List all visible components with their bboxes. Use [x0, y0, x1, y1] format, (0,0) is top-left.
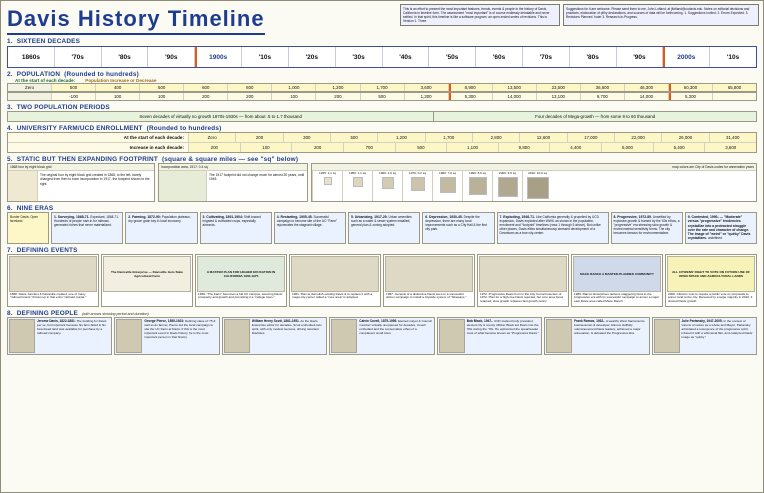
section-decades: [7, 38, 757, 45]
era-body: Population plateaus; dry grown grain key in local economy.: [128, 215, 191, 224]
decade-cell-10s: '10s: [726, 53, 740, 61]
event-card-1[interactable]: [7, 254, 99, 308]
population-change-cell: -100: [52, 93, 96, 100]
annexation-shape: [353, 177, 363, 187]
decade-cell-30s: '30s: [336, 47, 383, 67]
decade-cell-10s: '10s: [242, 47, 289, 67]
era-title: 9. Contested, 1990- — "Moderate" versus "progressive" tendencies crystallize into a protracted struggle over the rate and character of change. The image of "weird" or "quirky" Davis crystallizes.: [687, 215, 751, 241]
event-text: 2000. Citizens vote to require a public vote on proposals to annex land to the city. Renewed by a large majority in 2010. It slowed Davis growth: [668, 291, 753, 304]
era-title: 5. Urbanizing, 1917-29.: [351, 215, 388, 219]
era-title: 2. Farming, 1872-90:: [128, 215, 161, 219]
person-card-1[interactable]: [7, 317, 112, 355]
population-start-cell: 1,000: [272, 84, 316, 91]
era-item-5: [348, 212, 420, 244]
person-name: George Pierce, 1855-1923:: [144, 319, 185, 324]
section-enrollment-sub: (Rounded to hundreds): [146, 125, 222, 132]
annexation-label: 2010: 10.0 sq: [528, 171, 547, 175]
section-population-title: POPULATION: [16, 71, 61, 78]
event-text: 1961. Plan to demolish existing Davis & to replace it with a mega city-center called a "core area" is adopted.: [292, 291, 373, 300]
footprint-left-caption: 1868 four by eight block grid: [8, 164, 154, 171]
population-start-row: [7, 83, 757, 92]
jerome-davis-portrait: [9, 319, 35, 353]
section-events: [7, 247, 757, 308]
annexation-label: 1945: 1.1 sq: [318, 171, 337, 175]
era-title: 6. Depression, 1930-45.: [425, 215, 463, 219]
enrollment-start-cell: Zero: [188, 133, 235, 142]
population-legend-start: At the start of each decade:: [15, 78, 76, 83]
section-eras: [7, 205, 757, 244]
rally-engraving: [291, 256, 379, 292]
population-start-cell: 500: [52, 84, 96, 91]
calvin-covell-portrait: [331, 319, 357, 353]
section-footprint-num: 5.: [7, 156, 13, 163]
enrollment-increase-cell: 9,800: [498, 143, 550, 152]
annexation-label: 1990: 8.6 sq: [468, 171, 487, 175]
section-people: [7, 310, 757, 355]
enrollment-increase-cell: 200: [188, 143, 240, 152]
enrollment-start-cell: 300: [283, 133, 330, 142]
event-text: 1959. "The Farm" becomes a full UC campus, assuring Davis' prosperity and growth and prompting it a "college town.": [198, 291, 283, 300]
section-periods-title: TWO POPULATION PERIODS: [16, 104, 110, 111]
people-row: [7, 317, 757, 355]
annexation-shape: [382, 177, 394, 189]
footprint-annexation-cells: [312, 171, 756, 201]
section-events-title: DEFINING EVENTS: [16, 246, 78, 254]
bob-black-portrait: [439, 319, 465, 353]
decade-cell-50s: '50s: [429, 47, 476, 67]
population-start-cell: 65,800: [727, 85, 742, 90]
newspaper-masthead: The Davisville Enterprise — Davisville Gets State Agricultural Farm: [103, 256, 191, 292]
person-text: [467, 319, 540, 353]
era-item-2: [125, 212, 197, 244]
population-change-cell: 5,300: [669, 93, 713, 100]
person-body: The building for Davis per se, but important because his farm failed & his foreclosed land was available for purchase by a railroad company.: [37, 319, 107, 335]
annexation-cell-1950: [342, 171, 372, 201]
annexation-shape: [411, 177, 425, 191]
era-body: undefined: [706, 236, 722, 241]
population-change-cell: [713, 93, 756, 100]
decades-bar: [7, 46, 757, 68]
decade-cell-90s: '90s: [617, 47, 664, 67]
person-text: [37, 319, 110, 353]
decade-cell-2000s: 2000s: [663, 47, 710, 67]
person-card-5[interactable]: [437, 317, 542, 355]
person-text: [574, 319, 647, 353]
person-body: As the Davis Enterprise editor for decades, Scott embodied civic spirit, with only modest success, driving reluctant Davisites.: [251, 319, 322, 335]
person-card-6[interactable]: [544, 317, 649, 355]
enrollment-start-cell: 2,800: [472, 133, 519, 142]
person-body: In the context of visions of nature as a whole and Mayor, Partansky articulated a resurgence of the progressive spirit, infused it with a whimsical flair, and catalyzed Davis' image as "quirky.": [681, 319, 753, 339]
person-card-3[interactable]: [222, 317, 327, 355]
population-start-cell: 3,600: [405, 84, 449, 91]
annexation-label: 1950: 1.1 sq: [348, 171, 367, 175]
population-change-cell: 100: [96, 93, 140, 100]
era-title: 4. Restarting, 1905-45.: [276, 215, 313, 219]
population-change-cell: [8, 93, 52, 100]
event-text: 1868. Davis Junction & Davisville created, one of many "railroad towns" thrown up in that era's "railroad mania.": [10, 291, 87, 300]
section-decades-title: SIXTEEN DECADES: [16, 38, 81, 45]
era-sidebar: Border Davis: Open farmland: [7, 212, 49, 244]
enrollment-start-cell: 22,000: [614, 133, 661, 142]
master-plan-poster: A MASTER PLAN FOR HIGHER EDUCATION IN CALIFORNIA 1960-1975: [197, 256, 285, 292]
grid-map-1868: [8, 171, 38, 201]
section-population-num: 2.: [7, 71, 13, 78]
davis-map-1967: [385, 256, 473, 292]
era-body: Shift toward irrigated & cultivated crops, especially almonds.: [202, 215, 261, 228]
section-population: [7, 71, 757, 101]
population-start-cell: 60,300: [669, 84, 713, 91]
annexation-shape: [440, 177, 456, 193]
person-body: Defining class of '75 & well-to-do farmer, Pierce led the local campaign to site the UC Farm at Davis. If this is the most important event in Davis history, he is the most important person in that history.: [144, 319, 216, 339]
footprint-right-note: map colors are City of Davis codes for annexation years: [312, 164, 756, 171]
mace-ranch-sign: MACE RANCH A MASTER-PLANNED COMMUNITY: [573, 256, 661, 292]
section-population-sub: (Rounded to hundreds): [64, 71, 139, 78]
section-footprint: [7, 156, 757, 202]
event-card-6[interactable]: [477, 254, 569, 308]
julie-partansky-portrait: [654, 319, 680, 353]
decade-cell-60s: '60s: [476, 47, 523, 67]
era-title: 7. Exploding, 1946-71.: [499, 215, 535, 219]
header-notes: [400, 4, 759, 26]
decade-cell-40s: '40s: [383, 47, 430, 67]
population-start-cell: Zero: [8, 84, 52, 91]
annexation-shape: [527, 177, 549, 199]
decade-cell-80s: '80s: [102, 47, 149, 67]
population-start-cell: 400: [96, 84, 140, 91]
enrollment-start-cell: 500: [330, 133, 377, 142]
section-enrollment-num: 4.: [7, 125, 13, 132]
population-change-cell: 500: [361, 93, 405, 100]
era-title: 1. Surveying, 1868-71.: [54, 215, 90, 219]
event-text: 1967. Genesis of a distinctive Davis seen in a successful citizen campaign to install a citywide system of "bikeways.": [386, 291, 467, 300]
person-card-2[interactable]: [114, 317, 219, 355]
population-change-cell: 1,300: [405, 93, 449, 100]
population-start-cell: 23,500: [537, 84, 581, 91]
decade-cell-70s: '70s: [523, 47, 570, 67]
era-body: Successful campaign to become site of the UC "Farm" rejuvenates the stagnant village.: [276, 215, 338, 228]
annexation-cell-1980: [432, 171, 462, 201]
section-enrollment-title: UNIVERSITY FARM/UCD ENROLLMENT: [16, 125, 143, 132]
population-start-cell: 8,900: [449, 84, 493, 91]
person-name: Julie Partansky, 1947-2005.: [681, 319, 723, 324]
section-people-sub: (with arrows showing period and duration): [81, 312, 149, 317]
population-legend-change: Population Increase or Decrease: [85, 78, 157, 83]
header: [1, 1, 763, 35]
enrollment-increase-cell: 700: [343, 143, 395, 152]
era-body: Unsettled by explosive growth & framed by the '60s ethos, a "progressive" era stressing slow growth & environmental sensitivity forms. The city becomes famous for environmentalism: [613, 215, 680, 236]
decade-cell-70s: '70s: [55, 47, 102, 67]
annexation-label: 1960: 2.0 sq: [378, 171, 397, 175]
period-no-growth: Seven decades of virtually no growth 1870s-1930s — from about .5 to 1.7 thousand: [8, 112, 434, 121]
person-text: [359, 319, 432, 353]
population-change-cell: 200: [228, 93, 272, 100]
section-eras-title: NINE ERAS: [16, 205, 54, 212]
enrollment-start-cell: 1,200: [377, 133, 424, 142]
population-start-cell: 1,200: [316, 84, 360, 91]
annexation-cell-2010: [522, 171, 552, 201]
enrollment-row1-label: At the start of each decade:: [8, 133, 188, 142]
enrollment-start-cell: 26,000: [661, 133, 708, 142]
population-start-cell: 600: [184, 84, 228, 91]
section-decades-num: 1.: [7, 38, 13, 45]
period-mega-growth: Four decades of Mega-growth — from some 9 to 60 thousand: [535, 114, 656, 119]
events-row: [7, 254, 757, 308]
enrollment-start-cell: 17,000: [567, 133, 614, 142]
decade-cell-90s: '90s: [148, 47, 195, 67]
header-note-left: This is an effort to present the most important features, trends, events & people in the history of Davis, California in timeline form. The assessment "most important" is of course endlessly debatable and never settled. In that spirit, this timeline is like a software program: an open-ended series of revisions. This is Version 1. Three: [400, 4, 560, 26]
population-change-cell: 13,100: [537, 93, 581, 100]
event-text: 1989. Ramco Enterprises delivers staggering blow to the progressive era with its successful campaign to annex a major east Davis area called Mace Ranch.: [574, 291, 660, 304]
enrollment-increase-cell: 500: [395, 143, 447, 152]
person-text: [144, 319, 217, 353]
footprint-left-text: The original four by eight block grid created in 1868, to the left, barely changed from then to town incorporation in 1917, the footprint shown to the right.: [40, 173, 150, 186]
person-card-4[interactable]: [329, 317, 434, 355]
population-change-row: [7, 92, 757, 101]
era-title: 3. Cultivating, 1891-1904:: [202, 215, 244, 219]
person-card-7[interactable]: [652, 317, 757, 355]
enrollment-start-cell: 200: [235, 133, 282, 142]
era-body: Expectant, 1868-71. Hundreds of people rush in for railroad-generated riches that never materialized.: [54, 215, 119, 228]
frank-ramos-portrait: [546, 319, 572, 353]
population-change-cell: 100: [272, 93, 316, 100]
william-henry-scott-portrait: [224, 319, 250, 353]
enrollment-start-cell: 31,400: [709, 133, 756, 142]
enrollment-increase-cell: 3,600: [704, 143, 756, 152]
era-body: Like California generally & propelled by UCD expansion, Davis exploded after WWII, as shown in the population, enrollment and "footprint" timelines (rows 1 through 5 above). But unlike other places, Davis elites simultaneously stressed development of a Downtown as a true city-center.: [499, 215, 601, 236]
annexation-cell-1970: [402, 171, 432, 201]
era-item-6: [422, 212, 494, 244]
annexation-label: 2000: 9.9 sq: [498, 171, 517, 175]
davisville-junction-photo: [9, 256, 97, 292]
enrollment-increase-cell: 4,400: [549, 143, 601, 152]
enrollment-row1-cells: [188, 133, 756, 142]
annexation-shape: [469, 177, 487, 195]
person-text: [252, 319, 325, 353]
population-change-cell: 14,000: [625, 93, 669, 100]
person-name: Calvin Covell, 1875-1959.: [359, 319, 398, 324]
george-pierce-portrait: [116, 319, 142, 353]
section-people-num: 8.: [7, 310, 13, 318]
student-protest-photo: [479, 256, 567, 292]
population-change-cell: 200: [184, 93, 228, 100]
annexation-shape: [498, 177, 518, 197]
person-text: [682, 319, 755, 353]
event-card-8[interactable]: [665, 254, 757, 308]
event-card-3[interactable]: [195, 254, 287, 308]
section-footprint-sub: (square & square miles — see "sq" below): [161, 156, 299, 163]
header-note-right: Suggestions for it are welcome. Please send them to me, John Lofland, at jflofland@ucdavis.edu. Notes on editorial decisions and practices, elaboration of pithy declarations, and sources of data will be forthcoming. 1. Suggestions Invited. 2. Errors Expected. 3. Revisions Planned. foder 3. Research-in-Progress.: [563, 4, 759, 26]
population-change-cell: 9,700: [581, 93, 625, 100]
event-card-5[interactable]: [383, 254, 475, 308]
era-item-3: [200, 212, 272, 244]
era-item-1: [51, 212, 123, 244]
event-card-4[interactable]: [289, 254, 381, 308]
era-item-7: [497, 212, 609, 244]
event-card-2[interactable]: [101, 254, 193, 308]
event-text: [103, 292, 191, 294]
enrollment-increase-cell: 5,000: [601, 143, 653, 152]
era-title: 8. Progressive, 1972-89.: [613, 215, 652, 219]
population-change-cell: 14,000: [493, 93, 537, 100]
population-start-cell: 46,300: [625, 84, 669, 91]
section-periods: [7, 104, 757, 122]
decade-cell-80s: '80s: [570, 47, 617, 67]
section-events-num: 7.: [7, 246, 13, 254]
enrollment-row2-label: Increase in each decade:: [8, 143, 188, 152]
section-eras-num: 6.: [7, 205, 13, 212]
person-name: Bob Black, 1947-.: [466, 319, 494, 324]
annexation-cell-2000: [492, 171, 522, 201]
section-footprint-title: STATIC BUT THEN EXPANDING FOOTPRINT: [16, 156, 158, 163]
person-name: Frank Ramos, 1932-.: [574, 319, 606, 324]
population-start-cell: 1,700: [361, 84, 405, 91]
annexation-label: 1970: 0.2 sq: [408, 171, 427, 175]
enrollment-start-cell: 12,600: [519, 133, 566, 142]
enrollment-increase-cell: 5,400: [653, 143, 705, 152]
population-start-cell: 500: [140, 84, 184, 91]
enrollment-increase-cell: 1,100: [446, 143, 498, 152]
era-body: Urban amenities such as a water & sewer system installed; general plan & zoning adopted.: [351, 215, 412, 228]
era-item-9: [685, 212, 757, 244]
era-item-4: [274, 212, 346, 244]
section-people-title: DEFINING PEOPLE: [16, 310, 78, 318]
era-item-8: [611, 212, 683, 244]
annexation-cell-1945: [312, 171, 342, 201]
era-body: Despite the depression, there are many local improvements such as a City Hall & the first city park.: [425, 215, 487, 232]
annexation-cell-1960: [372, 171, 402, 201]
footprint-mid-text: The 1917 footprint did not change much for almost 30 years, until 1945.: [208, 173, 305, 182]
population-start-cell: 13,500: [493, 84, 537, 91]
enrollment-increase-cell: 200: [291, 143, 343, 152]
event-card-7[interactable]: [571, 254, 663, 308]
person-name: Jerome Davis, 1822-1881.: [37, 319, 76, 324]
section-periods-num: 3.: [7, 104, 13, 111]
section-enrollment: [7, 125, 757, 153]
annexation-label: 1980: 7.0 sq: [438, 171, 457, 175]
person-body: UCD student body president, elected city & county official, Black led Davis into the '60s during the '70s. He epitomized the spearheader most of what became known as "Progressive Davis.": [466, 319, 539, 335]
population-change-cell: 5,300: [449, 93, 493, 100]
population-start-cell: 36,600: [581, 84, 625, 91]
annexation-shape: [324, 177, 332, 185]
population-start-cell: 800: [228, 84, 272, 91]
person-name: William Henry Scott, 1861-1951.: [251, 319, 300, 324]
enrollment-start-cell: 1,700: [425, 133, 472, 142]
event-text: 1972. Progressive Davis born in the City Council election of 1972. Plan for a high-rise Davis rejected, but core area focus retained; slow growth replaces fast growth policy.: [480, 291, 564, 304]
annexation-cell-1990: [462, 171, 492, 201]
enrollment-row2-cells: [188, 143, 756, 152]
enrollment-increase-cell: 100: [240, 143, 292, 152]
decade-cell-1900s: 1900s: [195, 47, 242, 67]
population-change-cell: 100: [140, 93, 184, 100]
decade-cell-1860s: 1860s: [8, 47, 55, 67]
person-body: A wealthy West Sacramento businessman & developer, Ramos skillfully outmaneuvered Davis leaders, achieved a major annexation, & defeated the Progressive Era.: [574, 319, 645, 335]
eras-row: [7, 212, 757, 244]
page-title: Davis History Timeline: [7, 6, 265, 35]
person-body: Elected mayor & Council member virtually unopposed for decades, Covell embodied and the conservative ethos of a complacent small town.: [359, 319, 432, 335]
decade-cell-20s: '20s: [289, 47, 336, 67]
map-1917: [159, 171, 207, 201]
population-change-cell: 200: [316, 93, 360, 100]
footprint-mid-caption: Incorporation area, 1917: 0.4 sq: [159, 164, 307, 171]
open-space-measure: ALL CITIZENS' RIGHT TO VOTE ON FUTURE USE OF OPEN SPACE AND AGRICULTURAL LANDS: [667, 256, 755, 292]
